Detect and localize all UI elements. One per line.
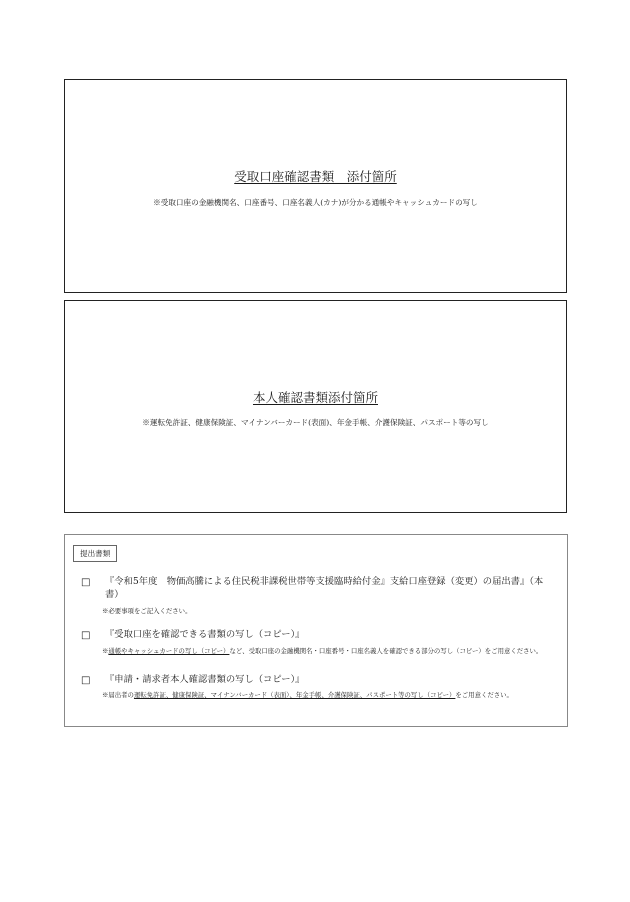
submission-item-title: 『申請・請求者本人確認書類の写し（コピー）』 xyxy=(105,674,305,685)
identity-document-attachment-note: ※運転免許証、健康保険証、マイナンバーカード(表面)、年金手帳、介護保険証、パスポート等の写し xyxy=(142,418,489,427)
note-prefix: ※ xyxy=(102,647,109,655)
submission-item-note xyxy=(102,691,548,700)
submission-item-note: ※必要事項をご記入ください。 xyxy=(102,607,192,615)
submission-item-note xyxy=(102,647,548,656)
identity-document-attachment-area xyxy=(64,300,567,513)
submission-item-title: 『受取口座を確認できる書類の写し（コピー）』 xyxy=(105,629,305,640)
note-underlined-text: 通帳やキャッシュカードの写し（コピー） xyxy=(108,647,230,655)
note-prefix: ※届出者の xyxy=(102,691,134,699)
note-underlined-text: 運転免許証、健康保険証、マイナンバーカード（表面）、年金手帳、介護保険証、パスポート等の写し（コピー） xyxy=(133,691,456,699)
bank-document-attachment-title: 受取口座確認書類 添付箇所 xyxy=(234,169,397,184)
identity-document-attachment-title: 本人確認書類添付箇所 xyxy=(252,390,378,405)
bank-document-attachment-area xyxy=(64,79,567,293)
bank-document-attachment-note: ※受取口座の金融機関名、口座番号、口座名義人(カナ)が分かる通帳やキャッシュカードの写し xyxy=(153,198,478,207)
submission-item-title: 『令和5年度 物価高騰による住民税非課税世帯等支援臨時給付金』支給口座登録（変更）の届出書』（本書） xyxy=(105,576,544,600)
note-suffix: をご用意ください。 xyxy=(455,691,513,699)
note-suffix: など、受取口座の金融機関名・口座番号・口座名義人を確認できる部分の写し（コピー）をご用意ください。 xyxy=(229,647,543,655)
submission-documents-label: 提出書類 xyxy=(73,545,117,562)
checkbox-icon: □ xyxy=(81,675,91,686)
submission-documents-section xyxy=(64,534,568,727)
checkbox-icon: □ xyxy=(81,577,91,588)
checkbox-icon: □ xyxy=(81,630,91,641)
